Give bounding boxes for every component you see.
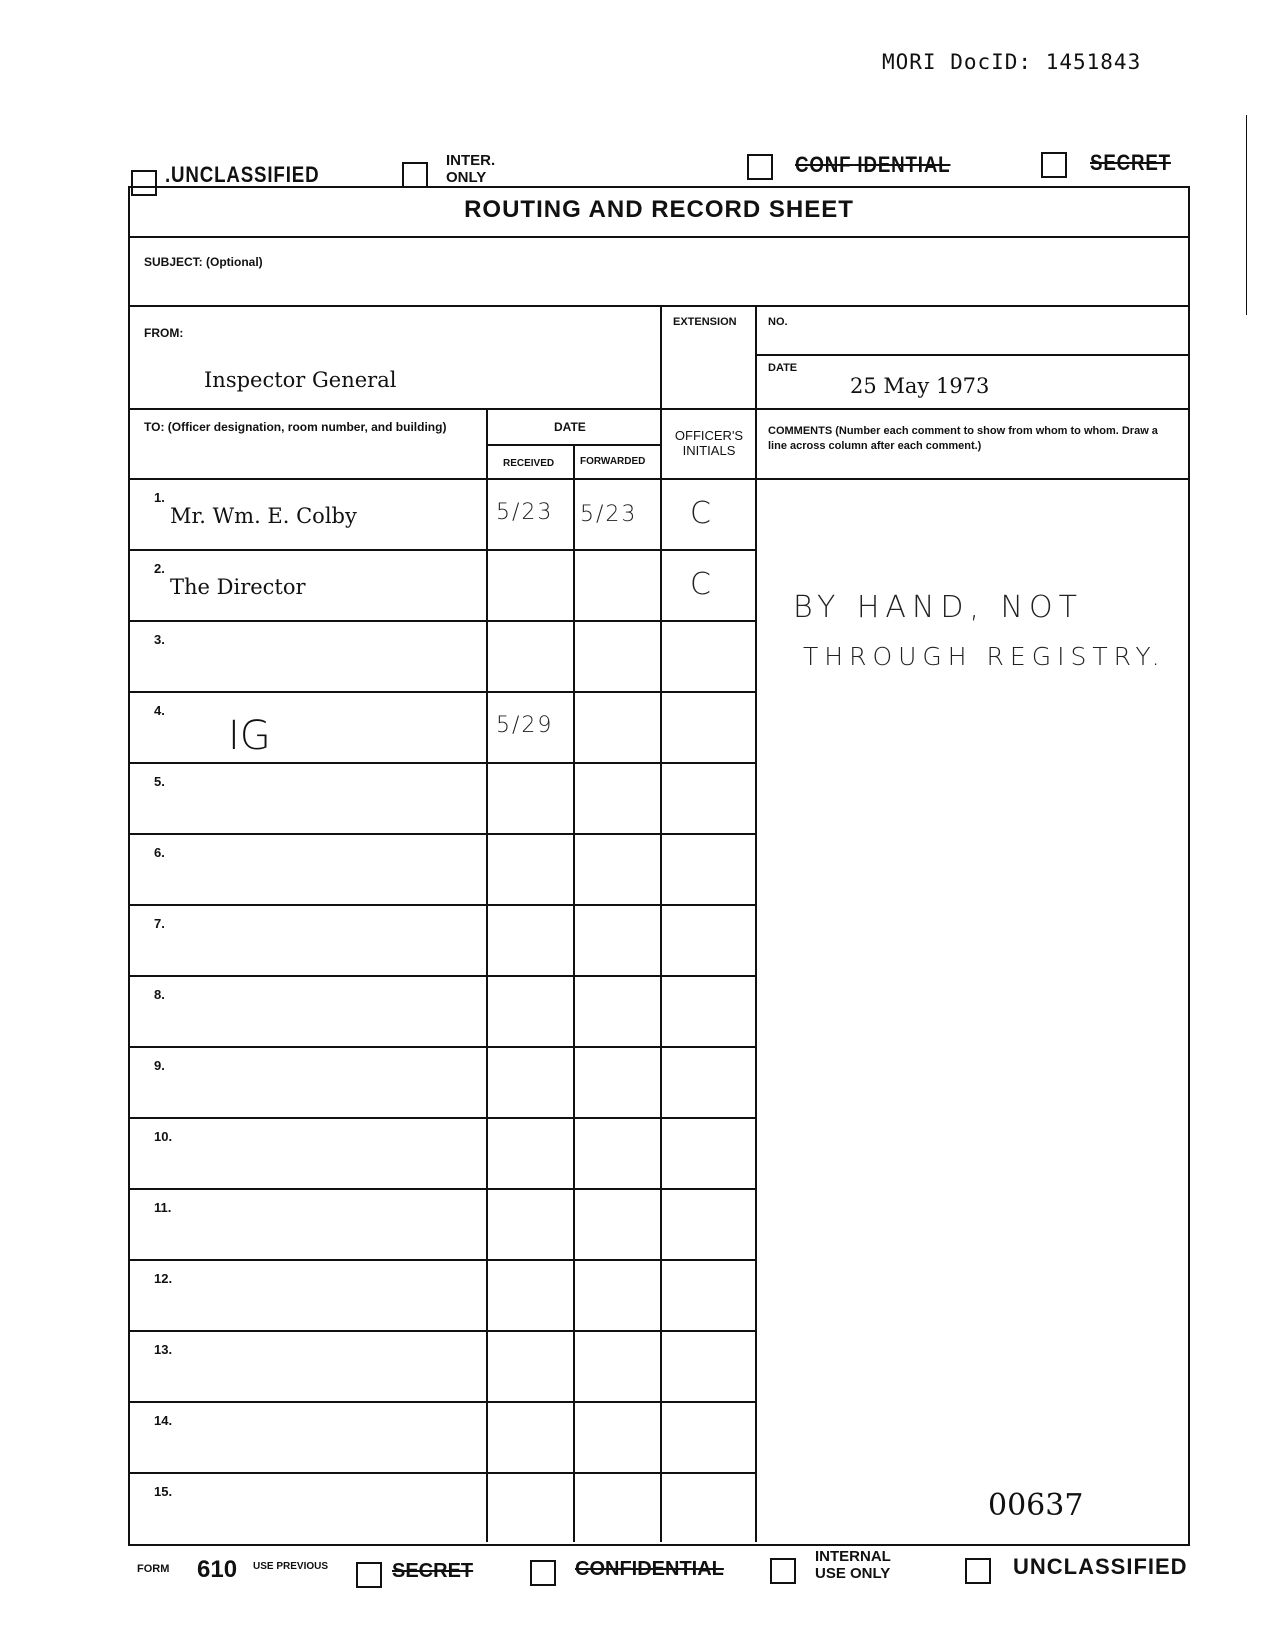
secret-checkbox[interactable] <box>1041 152 1067 178</box>
from-label: FROM: <box>144 326 184 340</box>
date-header-divider <box>486 444 660 446</box>
footer-confidential-label: CONFIDENTIAL <box>575 1558 724 1580</box>
footer-form-label: FORM <box>137 1563 170 1575</box>
row-forwarded: 5/23 <box>580 502 638 527</box>
stamp-number: 00637 <box>988 1488 1084 1523</box>
secret-label: SECRET <box>1090 150 1171 175</box>
footer-form-number: 610 <box>197 1556 238 1583</box>
extension-label: EXTENSION <box>673 316 737 328</box>
footer-unclassified-checkbox[interactable] <box>965 1558 991 1584</box>
page-edge-line <box>1246 115 1247 315</box>
row-divider <box>128 1401 755 1403</box>
subject-label: SUBJECT: (Optional) <box>144 255 263 269</box>
row-number: 12. <box>154 1271 173 1286</box>
from-value: Inspector General <box>204 368 397 392</box>
row-number: 4. <box>154 703 165 718</box>
row-number: 13. <box>154 1342 173 1357</box>
row-divider <box>128 620 755 622</box>
footer-use-previous: USE PREVIOUS <box>253 1561 329 1572</box>
comment-line-1: BY HAND, NOT <box>793 590 1083 625</box>
comment-line-2: THROUGH REGISTRY. <box>803 642 1166 671</box>
row-divider <box>128 975 755 977</box>
footer-secret-label: SECRET <box>392 1560 474 1582</box>
row-number: 14. <box>154 1413 173 1428</box>
row-number: 1. <box>154 490 165 505</box>
no-divider <box>755 354 1190 356</box>
row-divider <box>128 1259 755 1261</box>
header-divider <box>128 478 1190 480</box>
from-divider <box>128 408 1190 410</box>
row-number: 10. <box>154 1129 173 1144</box>
form-title: ROUTING AND RECORD SHEET <box>464 196 854 223</box>
row-number: 8. <box>154 987 165 1002</box>
received-label: RECEIVED <box>503 458 555 469</box>
no-label: NO. <box>768 316 788 328</box>
row-to: The Director <box>170 575 306 599</box>
row-number: 2. <box>154 561 165 576</box>
forwarded-col-left <box>573 445 575 1542</box>
doc-id: MORI DocID: 1451843 <box>882 50 1142 74</box>
footer-internal-label: INTERNAL USE ONLY <box>815 1548 891 1582</box>
initials-label: OFFICER'S INITIALS <box>674 428 744 458</box>
row-number: 9. <box>154 1058 165 1073</box>
unclassified-label: .UNCLASSIFIED <box>165 162 320 187</box>
internal-use-checkbox[interactable] <box>402 162 428 188</box>
subject-divider <box>128 305 1190 307</box>
extension-col-left <box>660 305 662 1542</box>
forwarded-label: FORWARDED <box>580 456 646 467</box>
date-value: 25 May 1973 <box>850 374 990 398</box>
row-divider <box>128 1046 755 1048</box>
row-initials: C <box>690 496 717 531</box>
row-divider <box>128 549 755 551</box>
confidential-label: CONF IDENTIAL <box>795 152 951 177</box>
comments-label: COMMENTS (Number each comment to show from whom to whom. Draw a line across column after each comment.) <box>768 425 1158 452</box>
row-number: 7. <box>154 916 165 931</box>
row-initials: C <box>690 567 717 602</box>
extension-col-right <box>755 305 757 1542</box>
row-divider <box>128 762 755 764</box>
row-number: 15. <box>154 1484 173 1499</box>
row-received: 5/23 <box>496 500 554 525</box>
row-divider <box>128 1472 755 1474</box>
row-divider <box>128 1117 755 1119</box>
date-header: DATE <box>554 420 586 434</box>
row-number: 6. <box>154 845 165 860</box>
row-to: Mr. Wm. E. Colby <box>170 504 357 528</box>
row-divider <box>128 904 755 906</box>
row-number: 11. <box>154 1200 172 1215</box>
row-divider <box>128 1330 755 1332</box>
row-divider <box>128 833 755 835</box>
row-number: 5. <box>154 774 165 789</box>
footer-internal-checkbox[interactable] <box>770 1558 796 1584</box>
internal-use-label: INTER. ONLY <box>446 152 496 186</box>
confidential-checkbox[interactable] <box>747 154 773 180</box>
to-label: TO: (Officer designation, room number, and building) <box>144 420 447 434</box>
footer-unclassified-label: UNCLASSIFIED <box>1013 1554 1188 1579</box>
row-to: IG <box>228 713 271 759</box>
row-received: 5/29 <box>496 713 554 738</box>
footer-secret-checkbox[interactable] <box>356 1562 382 1588</box>
date-label: DATE <box>768 362 798 374</box>
title-divider <box>128 236 1190 238</box>
footer-confidential-checkbox[interactable] <box>530 1560 556 1586</box>
row-divider <box>128 1188 755 1190</box>
row-number: 3. <box>154 632 165 647</box>
row-divider <box>128 691 755 693</box>
